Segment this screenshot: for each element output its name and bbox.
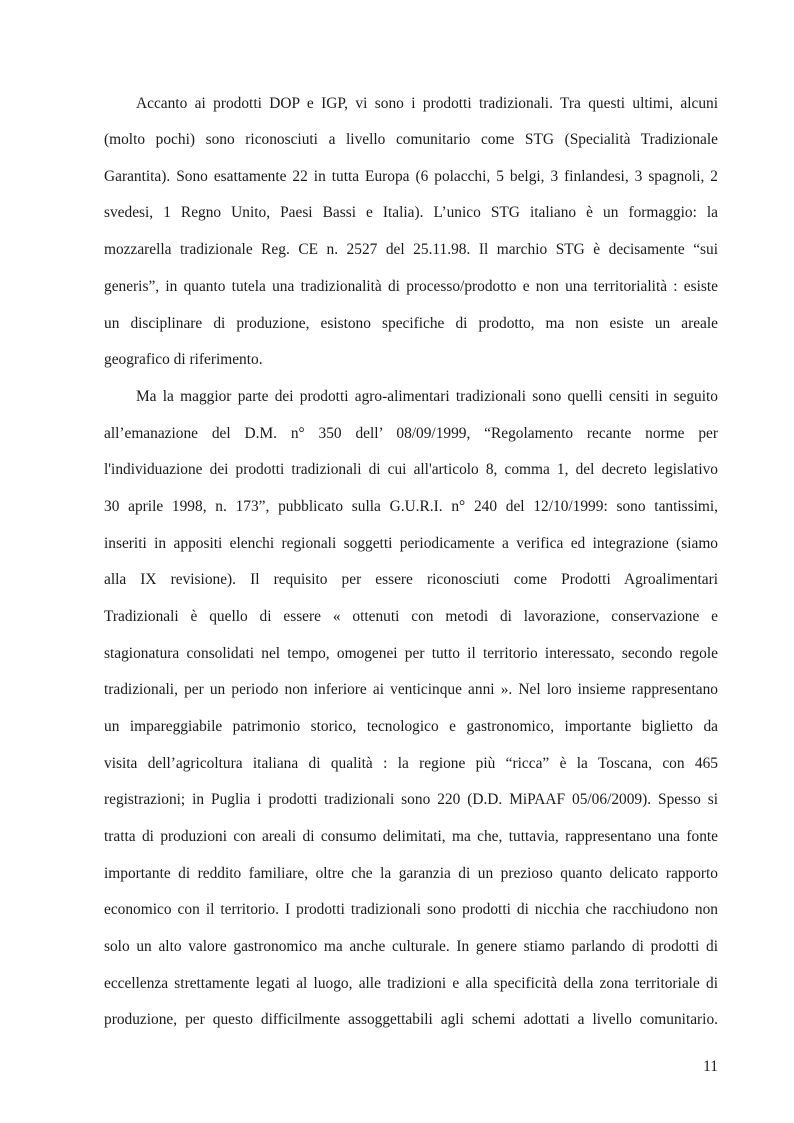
- text-line: solo un alto valore gastronomico ma anche culturale. In genere stiamo parlando di prodotti di: [104, 938, 718, 955]
- text-line: l'individuazione dei prodotti tradizionali di cui all'articolo 8, comma 1, del decreto legislativo: [104, 461, 718, 478]
- text-line: tradizionali, per un periodo non inferiore ai venticinque anni ». Nel loro insieme rappresentano: [104, 681, 718, 698]
- text-line: alla IX revisione). Il requisito per essere riconosciuti come Prodotti Agroalimentari: [104, 571, 718, 588]
- text-line: un impareggiabile patrimonio storico, tecnologico e gastronomico, importante biglietto da: [104, 718, 718, 735]
- text-line: eccellenza strettamente legati al luogo, alle tradizioni e alla specificità della zona territoriale di: [104, 975, 718, 992]
- text-line: generis”, in quanto tutela una tradizionalità di processo/prodotto e non una territorialità : esiste: [104, 278, 718, 295]
- text-line: stagionatura consolidati nel tempo, omogenei per tutto il territorio interessato, secondo regole: [104, 645, 718, 662]
- text-line: registrazioni; in Puglia i prodotti tradizionali sono 220 (D.D. MiPAAF 05/06/2009). Spesso si: [104, 791, 718, 808]
- text-line: Garantita). Sono esattamente 22 in tutta Europa (6 polacchi, 5 belgi, 3 finlandesi, 3 spagnoli, 2: [104, 168, 718, 185]
- text-line: tratta di produzioni con areali di consumo delimitati, ma che, tuttavia, rappresentano una fonte: [104, 828, 718, 845]
- text-line: geografico di riferimento.: [104, 351, 263, 368]
- text-line: economico con il territorio. I prodotti tradizionali sono prodotti di nicchia che racchiudono non: [104, 901, 718, 918]
- text-line: 30 aprile 1998, n. 173”, pubblicato sulla G.U.R.I. n° 240 del 12/10/1999: sono tantissimi,: [104, 498, 718, 515]
- text-line: inseriti in appositi elenchi regionali soggetti periodicamente a verifica ed integrazione (siamo: [104, 535, 718, 552]
- page-number: 11: [703, 1058, 718, 1075]
- text-line: Tradizionali è quello di essere « ottenuti con metodi di lavorazione, conservazione e: [104, 608, 718, 625]
- text-line: Accanto ai prodotti DOP e IGP, vi sono i prodotti tradizionali. Tra questi ultimi, alcuni: [136, 95, 718, 112]
- text-line: (molto pochi) sono riconosciuti a livello comunitario come STG (Specialità Tradizionale: [104, 131, 718, 148]
- text-line: importante di reddito familiare, oltre che la garanzia di un prezioso quanto delicato rapporto: [104, 865, 718, 882]
- text-line: svedesi, 1 Regno Unito, Paesi Bassi e Italia). L’unico STG italiano è un formaggio: la: [104, 204, 718, 221]
- text-line: produzione, per questo difficilmente assoggettabili agli schemi adottati a livello comunitario.: [104, 1011, 718, 1028]
- text-line: visita dell’agricoltura italiana di qualità : la regione più “ricca” è la Toscana, con 465: [104, 755, 718, 772]
- text-line: all’emanazione del D.M. n° 350 dell’ 08/09/1999, “Regolamento recante norme per: [104, 425, 718, 442]
- text-line: un disciplinare di produzione, esistono specifiche di prodotto, ma non esiste un areale: [104, 315, 718, 332]
- text-line: mozzarella tradizionale Reg. CE n. 2527 del 25.11.98. Il marchio STG è decisamente “sui: [104, 241, 718, 258]
- text-line: Ma la maggior parte dei prodotti agro-alimentari tradizionali sono quelli censiti in seguito: [136, 388, 718, 405]
